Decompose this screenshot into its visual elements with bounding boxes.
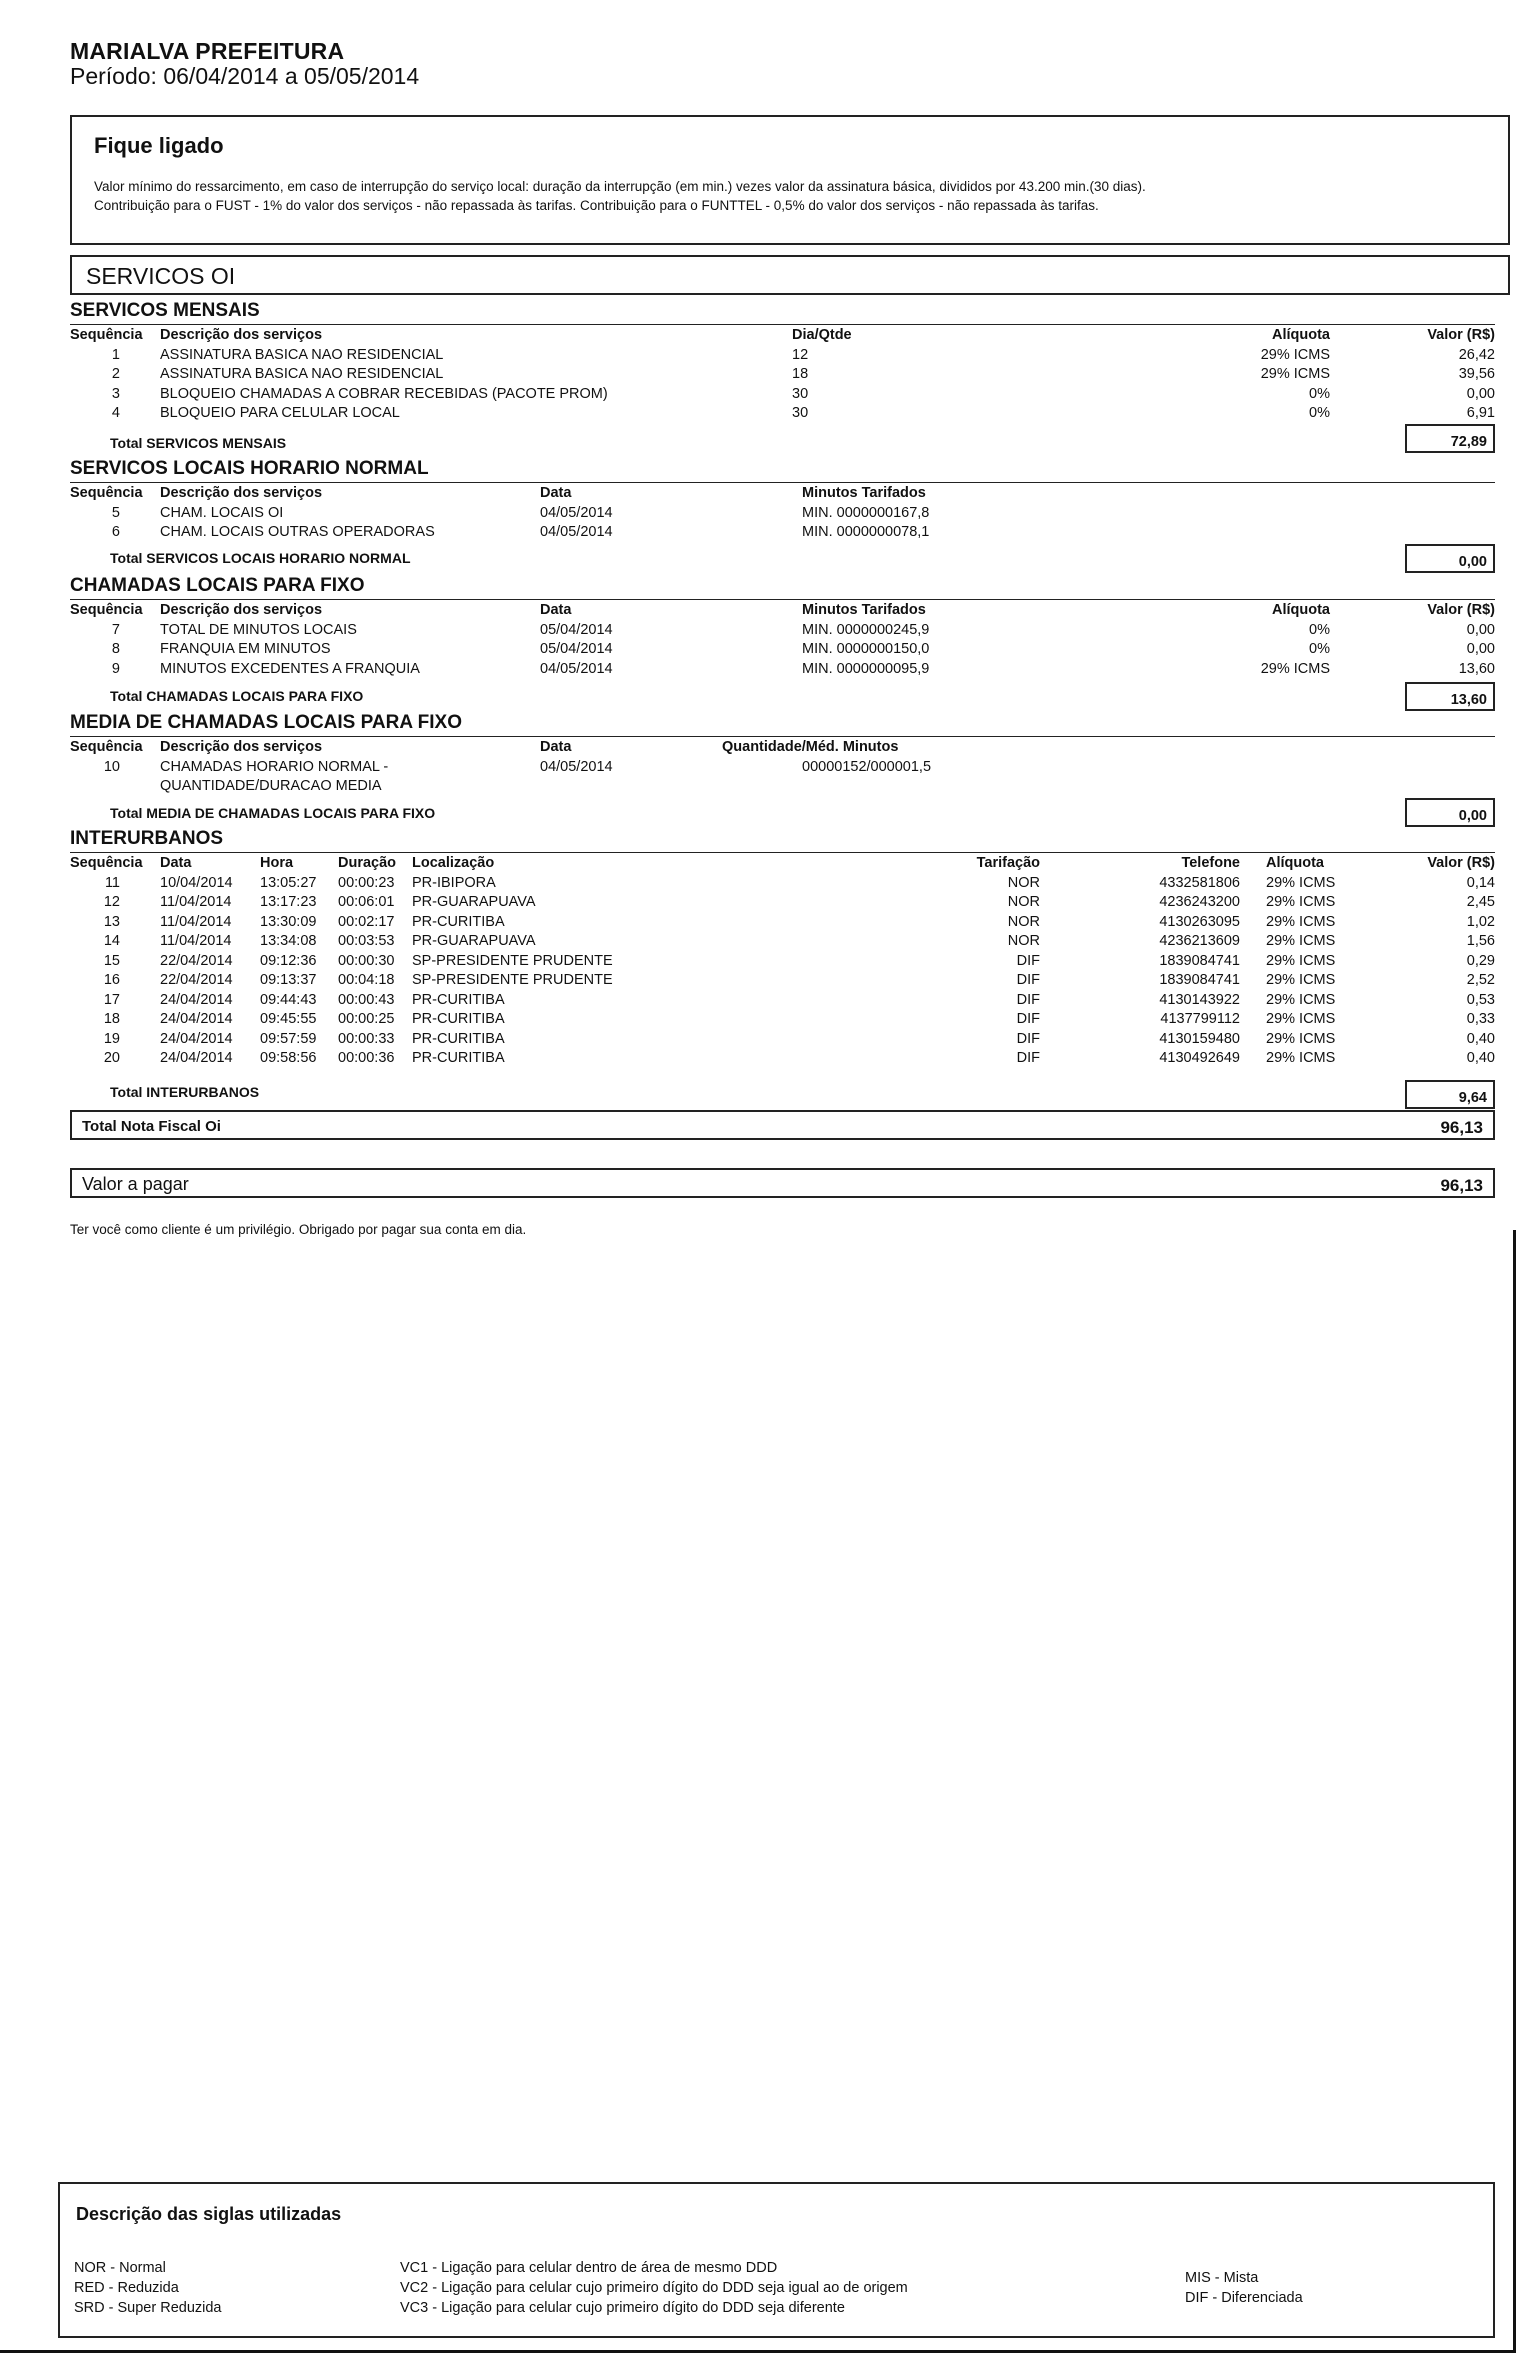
row-seq: 6 <box>111 524 120 540</box>
table-row <box>70 524 1495 544</box>
row-tar: NOR <box>1007 933 1040 949</box>
row-seq: 11 <box>104 874 120 891</box>
row-data: 11/04/2014 <box>160 913 232 930</box>
total-nota-fiscal-value: 96,13 <box>1440 1118 1483 1137</box>
col-min: Minutos Tarifados <box>802 485 926 501</box>
row-hora: 09:13:37 <box>260 972 317 988</box>
scan-edge-line <box>1513 1230 1516 2350</box>
row-dur: 00:00:43 <box>338 991 395 1008</box>
row-data: 24/04/2014 <box>160 1050 233 1066</box>
row-aliq: 29% ICMS <box>1266 913 1336 930</box>
row-valor: 2,52 <box>1466 972 1495 988</box>
row-data: 04/05/2014 <box>540 504 613 521</box>
legend-item: VC2 - Ligação para celular cujo primeiro dígito do DDD seja igual ao de origem <box>400 2280 908 2296</box>
row-tel: 4130143922 <box>1159 991 1240 1008</box>
total-locais-normal-value: 0,00 <box>1405 544 1495 573</box>
row-valor: 39,56 <box>1458 366 1495 382</box>
col-tel: Telefone <box>1181 855 1240 871</box>
row-tar: DIF <box>1016 991 1040 1008</box>
row-desc: ASSINATURA BASICA NAO RESIDENCIAL <box>160 366 444 382</box>
col-seq: Sequência <box>70 602 143 618</box>
total-interurbanos-value: 9,64 <box>1405 1080 1495 1109</box>
row-loc: PR-CURITIBA <box>412 1050 505 1066</box>
row-aliq: 0% <box>1309 405 1330 421</box>
row-aliq: 0% <box>1309 621 1330 638</box>
table-row <box>70 972 1495 992</box>
company-name: MARIALVA PREFEITURA <box>70 38 345 64</box>
table-row <box>70 405 1495 425</box>
total-mensais-value: 72,89 <box>1405 424 1495 453</box>
row-aliq: 29% ICMS <box>1266 952 1336 969</box>
col-data: Data <box>540 602 572 618</box>
table-header <box>70 855 1495 875</box>
row-aliq: 29% ICMS <box>1266 972 1336 988</box>
total-mensais-label: Total SERVICOS MENSAIS <box>110 435 287 451</box>
row-qtde: 30 <box>792 405 809 421</box>
table-row <box>70 661 1495 681</box>
row-tar: DIF <box>1016 952 1040 969</box>
fique-ligado-title: Fique ligado <box>94 133 224 158</box>
row-qtde: 18 <box>792 366 809 382</box>
legend-item: DIF - Diferenciada <box>1185 2290 1303 2306</box>
row-seq: 13 <box>103 913 120 930</box>
row-seq: 2 <box>111 366 120 382</box>
col-dur: Duração <box>338 855 397 871</box>
row-seq: 19 <box>103 1030 120 1047</box>
total-media-label: Total MEDIA DE CHAMADAS LOCAIS PARA FIXO <box>110 805 436 821</box>
row-data: 11/04/2014 <box>160 894 232 910</box>
row-aliq: 29% ICMS <box>1266 1011 1336 1027</box>
row-desc: CHAMADAS HORARIO NORMAL - <box>160 758 389 775</box>
row-aliq: 29% ICMS <box>1266 991 1336 1008</box>
row-tar: DIF <box>1016 1030 1040 1047</box>
row-data: 22/04/2014 <box>160 952 233 969</box>
row-dur: 00:00:33 <box>338 1030 395 1047</box>
col-valor: Valor (R$) <box>1427 855 1495 871</box>
legend-item: RED - Reduzida <box>74 2280 179 2296</box>
row-seq: 12 <box>103 894 120 910</box>
row-valor: 0,14 <box>1466 874 1495 891</box>
legend-item: NOR - Normal <box>74 2260 166 2276</box>
fique-ligado-box <box>70 115 1510 245</box>
row-hora: 13:34:08 <box>260 933 317 949</box>
row-tel: 4332581806 <box>1159 874 1240 891</box>
row-hora: 13:30:09 <box>260 913 317 930</box>
row-valor: 0,29 <box>1466 952 1495 969</box>
row-hora: 09:44:43 <box>260 991 317 1008</box>
section-locais-fixo <box>70 575 1495 680</box>
table-row <box>70 953 1495 973</box>
col-qm: Quantidade/Méd. Minutos <box>722 739 899 755</box>
row-data: 22/04/2014 <box>160 972 233 988</box>
row-hora: 09:57:59 <box>260 1030 317 1047</box>
section-servicos-mensais <box>70 300 1495 425</box>
row-seq: 14 <box>103 933 120 949</box>
table-header <box>70 485 1495 505</box>
row-desc-cont: QUANTIDADE/DURACAO MEDIA <box>160 778 382 794</box>
row-aliq: 29% ICMS <box>1260 660 1330 677</box>
row-tel: 4236243200 <box>1159 894 1240 910</box>
row-min: MIN. 0000000245,9 <box>802 621 930 638</box>
row-aliq: 29% ICMS <box>1266 894 1336 910</box>
row-min: MIN. 0000000095,9 <box>802 660 930 677</box>
row-valor: 26,42 <box>1458 346 1495 363</box>
col-data: Data <box>540 739 572 755</box>
row-loc: PR-GUARAPUAVA <box>412 894 536 910</box>
table-row <box>70 622 1495 642</box>
table-row <box>70 1050 1495 1070</box>
col-seq: Sequência <box>70 327 143 343</box>
row-loc: PR-IBIPORA <box>412 874 496 891</box>
row-dur: 00:06:01 <box>338 894 395 910</box>
row-aliq: 0% <box>1309 641 1330 657</box>
section-title: SERVICOS MENSAIS <box>70 300 1495 325</box>
row-qm: 00000152/000001,5 <box>802 758 932 775</box>
row-valor: 0,53 <box>1466 991 1495 1008</box>
row-min: MIN. 0000000167,8 <box>802 504 930 521</box>
row-min: MIN. 0000000150,0 <box>802 641 930 657</box>
row-data: 11/04/2014 <box>160 933 232 949</box>
col-desc: Descrição dos serviços <box>160 602 323 618</box>
row-valor: 0,00 <box>1466 621 1495 638</box>
col-desc: Descrição dos serviços <box>160 485 323 501</box>
legend-title: Descrição das siglas utilizadas <box>76 2204 342 2224</box>
col-data: Data <box>160 855 192 871</box>
row-aliq: 29% ICMS <box>1266 933 1336 949</box>
row-desc: CHAM. LOCAIS OI <box>160 504 284 521</box>
row-data: 24/04/2014 <box>160 991 233 1008</box>
row-hora: 09:12:36 <box>260 952 317 969</box>
row-dur: 00:00:23 <box>338 874 395 891</box>
table-row <box>70 759 1495 779</box>
row-valor: 0,00 <box>1466 385 1495 402</box>
row-loc: PR-CURITIBA <box>412 991 505 1008</box>
fique-ligado-text <box>94 177 1498 215</box>
table-row-cont <box>70 778 1495 798</box>
total-locais-fixo-value: 13,60 <box>1405 682 1495 711</box>
row-dur: 00:00:36 <box>338 1050 395 1066</box>
table-header <box>70 327 1495 347</box>
valor-a-pagar-label: Valor a pagar <box>82 1174 189 1194</box>
table-row <box>70 1031 1495 1051</box>
row-tar: NOR <box>1007 894 1040 910</box>
servicos-oi-box <box>70 255 1510 295</box>
legend-col-2 <box>400 2258 908 2318</box>
fique-line-2: Contribuição para o FUST - 1% do valor dos serviços - não repassada às tarifas. Contribuição para o FUNTTEL - 0,5% do valor dos serviços - não repassada às tarifas. <box>94 198 1099 213</box>
total-nota-fiscal-label: Total Nota Fiscal Oi <box>82 1118 221 1135</box>
row-data: 05/04/2014 <box>540 641 613 657</box>
row-tel: 4130159480 <box>1159 1030 1240 1047</box>
row-data: 10/04/2014 <box>160 874 233 891</box>
section-title: INTERURBANOS <box>70 828 1495 853</box>
row-aliq: 29% ICMS <box>1266 874 1336 891</box>
row-seq: 8 <box>111 641 120 657</box>
row-desc: FRANQUIA EM MINUTOS <box>160 641 331 657</box>
col-desc: Descrição dos serviços <box>160 327 323 343</box>
row-valor: 1,02 <box>1466 913 1495 930</box>
table-row <box>70 894 1495 914</box>
table-header <box>70 602 1495 622</box>
col-tar: Tarifação <box>976 855 1040 871</box>
row-loc: PR-CURITIBA <box>412 1030 505 1047</box>
row-min: MIN. 0000000078,1 <box>802 524 930 540</box>
col-aliq: Alíquota <box>1272 602 1330 618</box>
section-title: CHAMADAS LOCAIS PARA FIXO <box>70 575 1495 600</box>
col-loc: Localização <box>412 855 495 871</box>
servicos-oi-title: SERVICOS OI <box>86 263 236 289</box>
col-seq: Sequência <box>70 855 143 871</box>
row-tar: NOR <box>1007 874 1040 891</box>
col-min: Minutos Tarifados <box>802 602 926 618</box>
table-row <box>70 914 1495 934</box>
table-row <box>70 505 1495 525</box>
row-aliq: 29% ICMS <box>1266 1030 1336 1047</box>
section-title: MEDIA DE CHAMADAS LOCAIS PARA FIXO <box>70 712 1495 737</box>
row-valor: 1,56 <box>1466 933 1495 949</box>
col-qtde: Dia/Qtde <box>792 327 852 343</box>
row-tar: NOR <box>1007 913 1040 930</box>
row-loc: SP-PRESIDENTE PRUDENTE <box>412 972 613 988</box>
row-seq: 3 <box>111 385 120 402</box>
row-dur: 00:04:18 <box>338 972 395 988</box>
row-desc: CHAM. LOCAIS OUTRAS OPERADORAS <box>160 524 435 540</box>
row-tar: DIF <box>1016 972 1040 988</box>
row-seq: 1 <box>111 346 120 363</box>
legend-item: VC3 - Ligação para celular cujo primeiro dígito do DDD seja diferente <box>400 2300 845 2316</box>
table-row <box>70 992 1495 1012</box>
row-valor: 0,40 <box>1466 1030 1495 1047</box>
row-dur: 00:00:25 <box>338 1011 395 1027</box>
row-hora: 13:05:27 <box>260 874 317 891</box>
row-loc: PR-GUARAPUAVA <box>412 933 536 949</box>
row-tel: 4130263095 <box>1159 913 1240 930</box>
row-desc: BLOQUEIO PARA CELULAR LOCAL <box>160 405 400 421</box>
section-interurbanos <box>70 828 1495 1070</box>
row-tel: 4236213609 <box>1159 933 1240 949</box>
row-desc: TOTAL DE MINUTOS LOCAIS <box>160 621 357 638</box>
footer-note: Ter você como cliente é um privilégio. Obrigado por pagar sua conta em dia. <box>70 1222 527 1237</box>
row-aliq: 29% ICMS <box>1260 346 1330 363</box>
row-aliq: 0% <box>1309 385 1330 402</box>
row-hora: 09:45:55 <box>260 1011 317 1027</box>
legend-box <box>58 2182 1495 2338</box>
row-seq: 17 <box>103 991 120 1008</box>
table-row <box>70 933 1495 953</box>
col-aliq: Alíquota <box>1272 327 1330 343</box>
row-data: 24/04/2014 <box>160 1011 233 1027</box>
row-seq: 15 <box>103 952 120 969</box>
row-seq: 5 <box>111 504 120 521</box>
billing-period <box>70 63 419 90</box>
row-loc: PR-CURITIBA <box>412 913 505 930</box>
col-valor: Valor (R$) <box>1427 327 1495 343</box>
row-data: 05/04/2014 <box>540 621 613 638</box>
row-aliq: 29% ICMS <box>1260 366 1330 382</box>
row-seq: 4 <box>111 405 120 421</box>
row-dur: 00:02:17 <box>338 913 395 930</box>
row-seq: 16 <box>103 972 120 988</box>
table-header <box>70 739 1495 759</box>
row-qtde: 12 <box>792 346 809 363</box>
legend-col-1 <box>74 2258 222 2318</box>
row-valor: 0,40 <box>1466 1050 1495 1066</box>
row-valor: 0,33 <box>1466 1011 1495 1027</box>
row-desc: MINUTOS EXCEDENTES A FRANQUIA <box>160 660 420 677</box>
row-seq: 10 <box>103 758 120 775</box>
row-seq: 9 <box>111 660 120 677</box>
row-data: 04/05/2014 <box>540 660 613 677</box>
row-valor: 13,60 <box>1458 660 1495 677</box>
section-locais-normal <box>70 458 1495 544</box>
row-tar: DIF <box>1016 1011 1040 1027</box>
col-valor: Valor (R$) <box>1427 602 1495 618</box>
section-media-chamadas <box>70 712 1495 798</box>
col-seq: Sequência <box>70 739 143 755</box>
col-aliq: Alíquota <box>1266 855 1324 871</box>
row-seq: 7 <box>111 621 120 638</box>
row-tar: DIF <box>1016 1050 1040 1066</box>
row-desc: ASSINATURA BASICA NAO RESIDENCIAL <box>160 346 444 363</box>
col-desc: Descrição dos serviços <box>160 739 323 755</box>
col-hora: Hora <box>260 855 294 871</box>
total-locais-fixo-label: Total CHAMADAS LOCAIS PARA FIXO <box>110 688 364 704</box>
period-label: Período: <box>70 63 157 89</box>
row-tel: 4130492649 <box>1159 1050 1240 1066</box>
row-loc: SP-PRESIDENTE PRUDENTE <box>412 952 613 969</box>
row-tel: 1839084741 <box>1159 952 1240 969</box>
row-data: 04/05/2014 <box>540 758 613 775</box>
row-hora: 13:17:23 <box>260 894 317 910</box>
table-row <box>70 386 1495 406</box>
table-row <box>70 366 1495 386</box>
total-nota-fiscal-box <box>70 1110 1495 1140</box>
row-valor: 6,91 <box>1466 405 1495 421</box>
row-qtde: 30 <box>792 385 809 402</box>
col-data: Data <box>540 485 572 501</box>
legend-item: VC1 - Ligação para celular dentro de área de mesmo DDD <box>400 2260 778 2276</box>
period-value: 06/04/2014 a 05/05/2014 <box>163 63 420 89</box>
table-row <box>70 641 1495 661</box>
total-interurbanos-label: Total INTERURBANOS <box>110 1084 260 1100</box>
row-dur: 00:03:53 <box>338 933 395 949</box>
fique-line-1: Valor mínimo do ressarcimento, em caso de interrupção do serviço local: duração da interrupção (em min.) vezes valor da assinatura básica, divididos por 43.200 min.(30 dias). <box>94 179 1146 194</box>
row-seq: 18 <box>103 1011 120 1027</box>
row-aliq: 29% ICMS <box>1266 1050 1336 1066</box>
row-tel: 4137799112 <box>1160 1011 1240 1027</box>
row-valor: 2,45 <box>1466 894 1495 910</box>
scan-bottom-line <box>0 2350 1516 2353</box>
total-media-value: 0,00 <box>1405 798 1495 827</box>
row-dur: 00:00:30 <box>338 952 395 969</box>
row-loc: PR-CURITIBA <box>412 1011 505 1027</box>
legend-item: MIS - Mista <box>1185 2270 1259 2286</box>
section-title: SERVICOS LOCAIS HORARIO NORMAL <box>70 458 1495 483</box>
legend-item: SRD - Super Reduzida <box>74 2300 222 2316</box>
row-valor: 0,00 <box>1466 641 1495 657</box>
row-data: 24/04/2014 <box>160 1030 233 1047</box>
row-seq: 20 <box>103 1050 120 1066</box>
table-row <box>70 875 1495 895</box>
table-row <box>70 1011 1495 1031</box>
row-desc: BLOQUEIO CHAMADAS A COBRAR RECEBIDAS (PACOTE PROM) <box>160 385 608 402</box>
row-data: 04/05/2014 <box>540 524 613 540</box>
col-seq: Sequência <box>70 485 143 501</box>
table-row <box>70 347 1495 367</box>
valor-a-pagar-value: 96,13 <box>1440 1176 1483 1195</box>
total-locais-normal-label: Total SERVICOS LOCAIS HORARIO NORMAL <box>110 550 411 566</box>
row-hora: 09:58:56 <box>260 1050 317 1066</box>
valor-a-pagar-box <box>70 1168 1495 1198</box>
row-tel: 1839084741 <box>1159 972 1240 988</box>
legend-col-3 <box>1185 2268 1303 2308</box>
